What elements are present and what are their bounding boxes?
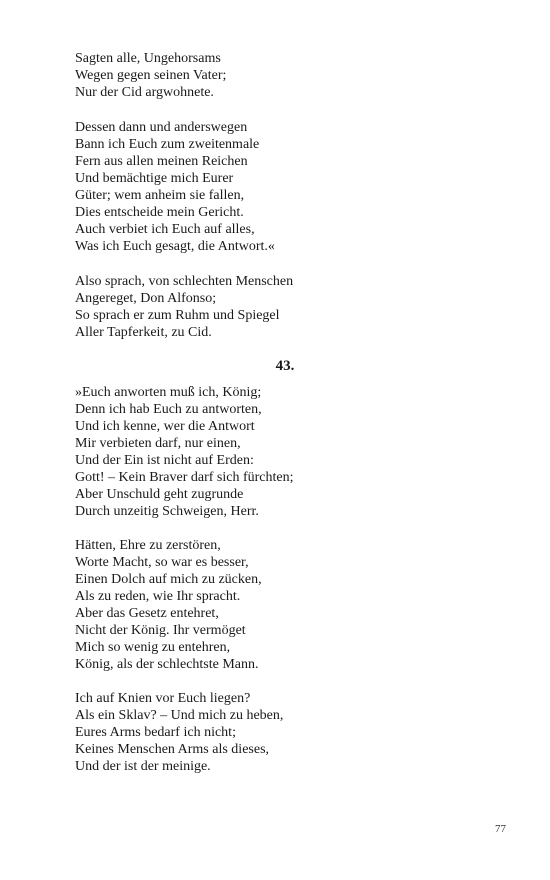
stanza-1 bbox=[75, 50, 495, 101]
poem-line: Also sprach, von schlechten Menschen bbox=[75, 274, 294, 289]
poem-line: Güter; wem anheim sie fallen, bbox=[75, 188, 245, 203]
poem-line: Worte Macht, so war es besser, bbox=[75, 555, 249, 570]
poem-line: Was ich Euch gesagt, die Antwort.« bbox=[75, 239, 275, 254]
poem-page bbox=[75, 50, 495, 775]
poem-line: Mir verbieten darf, nur einen, bbox=[75, 436, 241, 451]
poem-line: Gott! – Kein Braver darf sich fürchten; bbox=[75, 470, 294, 485]
poem-line: Aber Unschuld geht zugrunde bbox=[75, 487, 244, 502]
poem-line: Eures Arms bedarf ich nicht; bbox=[75, 725, 236, 740]
poem-line: Fern aus allen meinen Reichen bbox=[75, 154, 248, 169]
poem-line: Angereget, Don Alfonso; bbox=[75, 291, 217, 306]
stanza-gap bbox=[75, 255, 495, 273]
poem-line: Dessen dann und anderswegen bbox=[75, 120, 248, 135]
stanza-gap bbox=[75, 520, 495, 537]
poem-line: Keines Menschen Arms als dieses, bbox=[75, 742, 270, 757]
poem-line: Aller Tapferkeit, zu Cid. bbox=[75, 325, 212, 340]
poem-line: Wegen gegen seinen Vater; bbox=[75, 68, 227, 83]
poem-line: Als ein Sklav? – Und mich zu heben, bbox=[75, 708, 284, 723]
poem-line: Bann ich Euch zum zweitenmale bbox=[75, 137, 260, 152]
poem-line: »Euch anworten muß ich, König; bbox=[75, 385, 262, 400]
poem-line: Und der Ein ist nicht auf Erden: bbox=[75, 453, 254, 468]
poem-line: Als zu reden, wie Ihr spracht. bbox=[75, 589, 241, 604]
poem-line: Und der ist der meinige. bbox=[75, 759, 211, 774]
section-heading: 43. bbox=[275, 358, 295, 374]
poem-line: Einen Dolch auf mich zu zücken, bbox=[75, 572, 262, 587]
poem-line: Ich auf Knien vor Euch liegen? bbox=[75, 691, 251, 706]
poem-line: Denn ich hab Euch zu antworten, bbox=[75, 402, 262, 417]
stanza-6 bbox=[75, 690, 495, 775]
stanza-5 bbox=[75, 537, 495, 673]
poem-line: So sprach er zum Ruhm und Spiegel bbox=[75, 308, 280, 323]
stanza-3 bbox=[75, 273, 495, 341]
poem-line: König, als der schlechtste Mann. bbox=[75, 657, 259, 672]
poem-line: Dies entscheide mein Gericht. bbox=[75, 205, 244, 220]
poem-line: Sagten alle, Ungehorsams bbox=[75, 51, 221, 66]
stanza-4 bbox=[75, 384, 495, 520]
poem-line: Nicht der König. Ihr vermöget bbox=[75, 623, 246, 638]
poem-line: Mich so wenig zu entehren, bbox=[75, 640, 231, 655]
poem-line: Hätten, Ehre zu zerstören, bbox=[75, 538, 221, 553]
stanza-gap bbox=[75, 673, 495, 690]
page-number: 77 bbox=[495, 823, 506, 835]
poem-line: Auch verbiet ich Euch auf alles, bbox=[75, 222, 255, 237]
poem-line: Durch unzeitig Schweigen, Herr. bbox=[75, 504, 259, 519]
poem-line: Und ich kenne, wer die Antwort bbox=[75, 419, 255, 434]
poem-line: Aber das Gesetz entehret, bbox=[75, 606, 219, 621]
stanza-gap bbox=[75, 101, 495, 119]
stanza-2 bbox=[75, 119, 495, 255]
poem-line: Und bemächtige mich Eurer bbox=[75, 171, 234, 186]
poem-line: Nur der Cid argwohnete. bbox=[75, 85, 214, 100]
